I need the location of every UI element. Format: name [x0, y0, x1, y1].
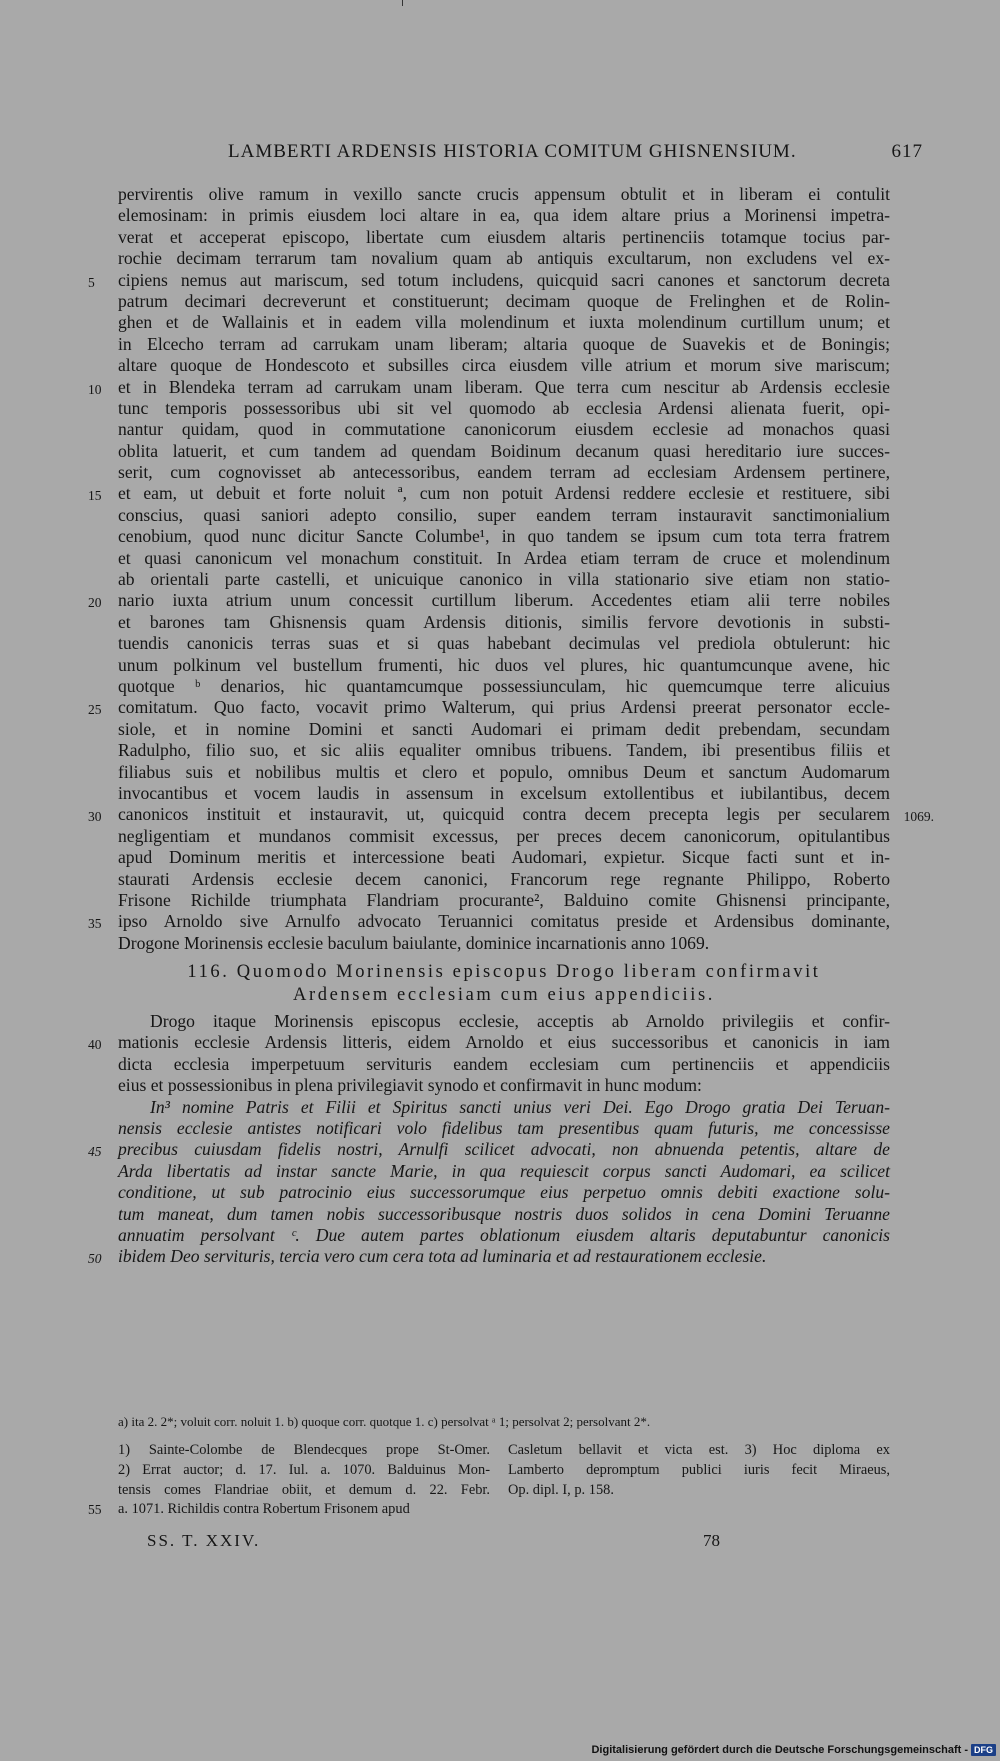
- line-text: In³ nomine Patris et Filii et Spiritus sancti unius veri Dei. Ego Drogo gratia Dei Teruan-: [150, 1096, 890, 1117]
- text-line: [118, 1182, 890, 1203]
- line-text: Op. dipl. I, p. 158.: [508, 1481, 614, 1498]
- text-line: [88, 590, 890, 611]
- line-text: et in Blendeka terram ad carrukam unam liberam. Que terra cum nescitur ab Ardensis ecclesie: [118, 376, 890, 397]
- text-line: [118, 1161, 890, 1182]
- text-line: [118, 419, 890, 440]
- line-text: invocantibus et vocem laudis in assensum in excelsum extollentibus et iubilantibus, decem: [118, 782, 890, 803]
- text-line: [118, 783, 890, 804]
- text-line: [88, 483, 890, 504]
- line-text: conditione, ut sub patrocinio eius successorumque eius perpetuo omnis debiti exactione solu-: [118, 1182, 890, 1203]
- line-text: Lamberto depromptum publici iuris fecit Miraeus,: [508, 1461, 890, 1478]
- line-number: 15: [88, 488, 102, 504]
- text-line: [118, 1481, 490, 1501]
- text-line: [118, 826, 890, 847]
- line-text: precibus cuiusdam fidelis nostri, Arnulfi scilicet advocati, non abnuenda petentis, altare de: [118, 1139, 890, 1160]
- text-line: [118, 184, 890, 205]
- text-line: [118, 612, 890, 633]
- main-text: [88, 184, 934, 1268]
- line-text: in Elcecho terram ad carrukam unam liberam; altaria quoque de Suavekis et de Boningis;: [118, 333, 890, 354]
- text-line: [118, 890, 890, 911]
- line-text: Drogo itaque Morinensis episcopus ecclesie, acceptis ab Arnoldo privilegiis et confir-: [150, 1011, 890, 1032]
- line-text: nario iuxta atrium unum concessit curtillum liberum. Accedentes etiam alii terre nobiles: [118, 590, 890, 611]
- line-text: Frisone Richilde triumphata Flandriam procurante², Balduino comite Ghisnensi principante,: [118, 889, 890, 910]
- line-number: 25: [88, 702, 102, 718]
- narrative-text: [88, 184, 934, 954]
- text-line: [118, 740, 890, 761]
- line-text: unum polkinum vel bustellum frumenti, hic duos vel plures, hic quantumcunque avene, hic: [118, 654, 890, 675]
- text-line: [508, 1461, 890, 1481]
- text-line: [118, 548, 890, 569]
- running-title: LAMBERTI ARDENSIS HISTORIA COMITUM GHISNENSIUM.: [228, 141, 797, 162]
- line-text: 1) Sainte-Colombe de Blendecques prope St-Omer.: [118, 1442, 490, 1458]
- text-line: [118, 462, 890, 483]
- text-line: [118, 762, 890, 783]
- text-line: [508, 1441, 890, 1461]
- line-text: comitatum. Quo facto, vocavit primo Walterum, qui prius Ardensi preerat personator eccle-: [118, 697, 890, 718]
- line-text: apud Dominum meritis et intercessione beati Audomari, expietur. Sicque facti sunt et in-: [118, 847, 890, 868]
- line-text: rochie decimam terrarum tam novalium quam ab antiquis excultarum, non excludens vel ex-: [118, 248, 890, 269]
- text-line: [118, 933, 890, 954]
- text-line: [508, 1481, 890, 1501]
- text-line: [118, 227, 890, 248]
- text-line: [118, 1054, 890, 1075]
- line-text: conscius, quasi saniori adepto consilio, super eandem terram instauravit sanctimonialium: [118, 504, 890, 525]
- line-text: mationis ecclesie Ardensis litteris, eidem Arnoldo et eius successoribus et canonicis in iam: [118, 1032, 890, 1053]
- text-line: [118, 569, 890, 590]
- text-line: [88, 697, 890, 718]
- text-line: [118, 719, 890, 740]
- line-number: 45: [88, 1144, 102, 1160]
- line-text: serit, cum cognovisset ab antecessoribus, eandem terram ad ecclesiam Ardensem pertinere,: [118, 462, 890, 483]
- chapter-heading-line-2: Ardensem ecclesiam cum eius appendiciis.: [293, 985, 715, 1006]
- line-text: annuatim persolvant ᶜ. Due autem partes oblationum eiusdem altaris deputabuntur canonicis: [118, 1224, 890, 1245]
- text-line: [118, 1225, 890, 1246]
- line-text: filiabus suis et nobilibus multis et clero et populo, omnibus Deum et sanctum Audomarum: [118, 761, 890, 782]
- running-header: [118, 141, 923, 169]
- line-text: oblita latuerit, et cum tandem ad quendam Boidinum decanum quasi hereditario iure succes-: [118, 440, 890, 461]
- line-text: negligentiam et mundanos commisit excessus, per preces decem canonicorum, opitulantibus: [118, 825, 890, 846]
- line-number: 5: [88, 274, 95, 290]
- text-line: [88, 1139, 890, 1160]
- line-number: 20: [88, 595, 102, 611]
- text-line: [88, 1500, 490, 1520]
- text-line: [118, 633, 890, 654]
- line-text: canonicos instituit et instauravit, ut, quicquid contra decem precepta legis per secularem: [118, 804, 890, 825]
- line-text: Casletum bellavit et victa est. 3) Hoc diploma ex: [508, 1442, 890, 1458]
- line-text: et barones tam Ghisnensis quam Ardensis ditionis, similis fervore devotionis in substi-: [118, 611, 890, 632]
- text-line: [88, 269, 890, 291]
- charter-text: [88, 1096, 890, 1268]
- text-line: [118, 441, 890, 462]
- line-number: 55: [88, 1502, 102, 1518]
- text-line: [118, 312, 890, 333]
- text-line: [118, 676, 890, 697]
- text-line: [118, 847, 890, 868]
- line-text: ghen et de Wallainis et in eadem villa molendinum et iuxta molendinum curtillum unum; et: [118, 312, 890, 333]
- text-line: [118, 291, 890, 312]
- line-number: 35: [88, 916, 102, 932]
- line-text: Radulpho, filio suo, et sic aliis equaliter omnibus tribuens. Tandem, ibi presentibus filiis et: [118, 740, 890, 761]
- scan-mark: [402, 0, 403, 6]
- line-text: cipiens nemus aut mariscum, sed totum includens, quicquid sacri canones et sanctorum decreta: [118, 269, 890, 290]
- line-text: altare quoque de Hondescoto et subsilles circa eiusdem ville atrium et morum sive mariscum;: [118, 355, 890, 376]
- text-line: [88, 804, 934, 825]
- text-line: [118, 655, 890, 676]
- page-number: 617: [891, 141, 923, 162]
- line-number: 40: [88, 1037, 102, 1053]
- text-line: [118, 1461, 490, 1481]
- text-line: [118, 248, 890, 269]
- line-text: eius et possessionibus in plena privilegiavit synodo et confirmavit in hunc modum:: [118, 1075, 702, 1096]
- line-text: ibidem Deo servituris, tercia vero cum cera tota ad luminaria et ad restaurationem ecclesie.: [118, 1246, 767, 1267]
- line-text: 2) Errat auctor; d. 17. Iul. a. 1070. Balduinus Mon-: [118, 1461, 490, 1478]
- text-line: [118, 869, 890, 890]
- line-text: nantur quidam, quod in commutatione canonicorum eiusdem ecclesie ad monachos quasi: [118, 419, 890, 440]
- dfg-credit-bar: [591, 1742, 996, 1758]
- line-text: tum maneat, dum tamen nobis successoribusque nostris duos solidos in cena Domini Teruanne: [118, 1203, 890, 1224]
- text-line: [118, 1097, 890, 1118]
- line-text: et eam, ut debuit et forte noluit ª, cum non potuit Ardensi reddere ecclesie et restituere, sibi: [118, 483, 890, 504]
- line-text: patrum decimari decreverunt et constituerunt; decimam quoque de Frelinghen et de Rolin-: [118, 290, 890, 311]
- line-text: a. 1071. Richildis contra Robertum Frisonem apud: [118, 1501, 410, 1518]
- signature-number: 78: [703, 1531, 720, 1550]
- line-number: 30: [88, 809, 102, 825]
- line-text: dicta ecclesia imperpetuum servituris eandem ecclesiam cum pertinenciis et appendiciis: [118, 1053, 890, 1074]
- line-text: et quasi canonicum vel monachum constituit. In Ardea etiam terram de cruce et molendinum: [118, 547, 890, 568]
- text-line: [118, 1011, 890, 1032]
- chapter-text: [88, 1011, 890, 1097]
- line-number: 10: [88, 381, 102, 397]
- line-text: tensis comes Flandriae obiit, et demum d. 22. Febr.: [118, 1481, 490, 1498]
- footnotes-column-left: [88, 1441, 490, 1520]
- chapter-heading: [118, 961, 890, 1007]
- line-text: quotque ᵇ denarios, hic quantamcumque possessiunculam, hic quemcumque terre alicuius: [118, 675, 890, 696]
- margin-year: 1069.: [903, 809, 934, 825]
- dfg-logo: DFG: [971, 1744, 996, 1756]
- line-text: siole, et in nomine Domini et sancti Audomari ei primam dedit prebendam, secundam: [118, 718, 890, 739]
- text-line: [88, 1246, 890, 1267]
- line-text: elemosinam: in primis eiusdem loci altare in ea, qua idem altare prius a Morinensi impetra-: [118, 205, 890, 226]
- text-line: [118, 1075, 890, 1096]
- line-text: pervirentis olive ramum in vexillo sancte crucis appensum obtulit et in liberam ei contulit: [118, 184, 890, 204]
- line-text: ipso Arnoldo sive Arnulfo advocato Teruannici comitatus preside et Ardensibus dominante,: [118, 911, 890, 932]
- line-text: verat et acceperat episcopo, libertate cum eiusdem altaris pertinenciis totamque tocius par-: [118, 226, 890, 247]
- footnotes-column-right: [508, 1441, 890, 1500]
- line-text: staurati Ardensis ecclesie decem canonici, Francorum rege regnante Philippo, Roberto: [118, 868, 890, 889]
- text-line: [118, 398, 890, 419]
- line-text: ab orientali parte castelli, et unicuique canonico in villa stationario sive etiam non statio-: [118, 569, 890, 590]
- line-number: 50: [88, 1251, 102, 1267]
- variant-notes: a) ita 2. 2*; voluit corr. noluit 1. b) quoque corr. quotque 1. c) persolvat ᵃ 1; persolvat 2; persolvant 2*.: [118, 1414, 651, 1429]
- line-text: Drogone Morinensis ecclesie baculum baiulante, dominice incarnationis anno 1069.: [118, 932, 710, 953]
- line-text: nensis ecclesie antistes notificari volo fidelibus tam presentibus quam futuris, me concessisse: [118, 1118, 890, 1139]
- text-line: [118, 205, 890, 226]
- text-line: [88, 911, 890, 932]
- dfg-credit-text: Digitalisierung gefördert durch die Deutsche Forschungsgemeinschaft -: [591, 1744, 968, 1756]
- text-line: [118, 1441, 490, 1461]
- text-line: [118, 1118, 890, 1139]
- chapter-heading-line-1: 116. Quomodo Morinensis episcopus Drogo liberam confirmavit: [187, 962, 821, 983]
- signature-mark: SS. T. XXIV.: [147, 1531, 261, 1550]
- text-line: [118, 526, 890, 547]
- text-line: [118, 505, 890, 526]
- text-line: [118, 1204, 890, 1225]
- line-text: tuendis canonicis terras suas et si quas habebant decimulas vel prediola obtulerunt: hic: [118, 633, 890, 654]
- text-line: [88, 376, 890, 398]
- line-text: Arda libertatis ad instar sancte Marie, in qua requiescit corpus sancti Audomari, ea scilicet: [118, 1160, 890, 1181]
- text-line: [118, 355, 890, 376]
- line-text: cenobium, quod nunc dicitur Sancte Columbe¹, in quo tandem se ipsum cum tota terra fratrem: [118, 526, 890, 547]
- text-line: [88, 1032, 890, 1053]
- text-line: [118, 334, 890, 355]
- line-text: tunc temporis possessoribus ubi sit vel quomodo ab ecclesia Ardensi alienata fuerit, opi-: [118, 397, 890, 418]
